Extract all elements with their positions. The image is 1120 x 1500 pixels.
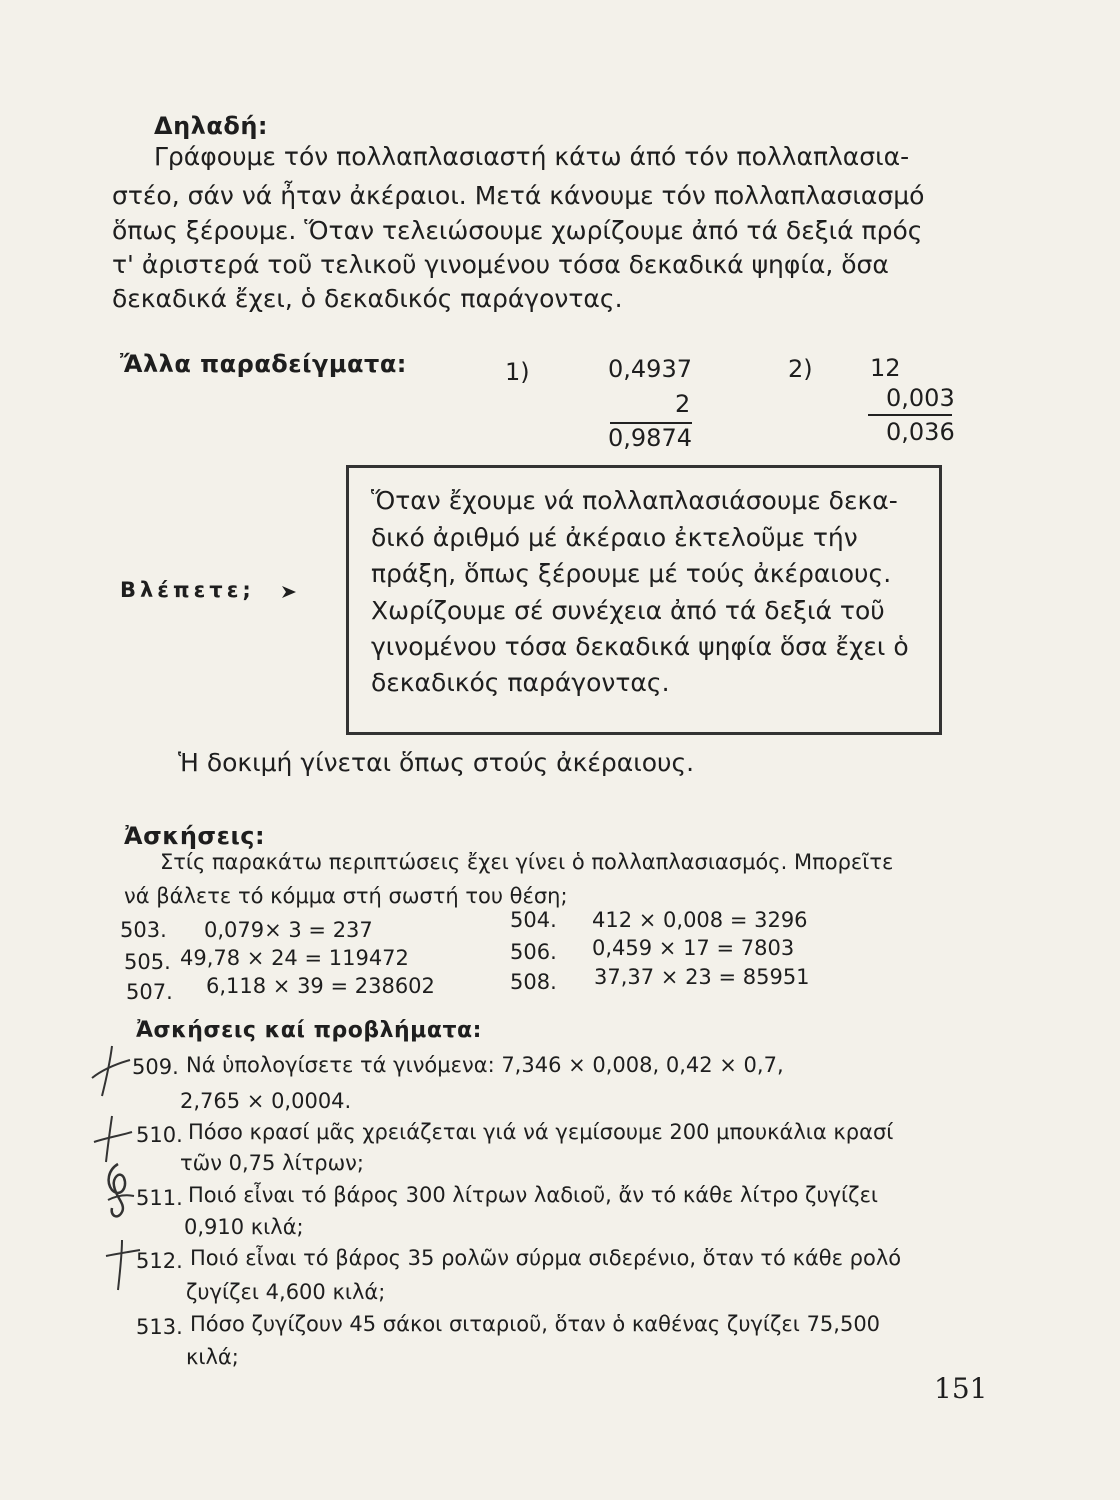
problem-line: Πόσο κρασί μᾶς χρειάζεται γιά νά γεμίσουμε 200 μπουκάλια κρασί: [188, 1120, 894, 1144]
rule-box-line: γινομένου τόσα δεκαδικά ψηφία ὅσα ἔχει ὁ: [371, 632, 909, 661]
examples-heading: Ἄλλα παραδείγματα:: [120, 350, 407, 378]
problem-number: 509.: [132, 1055, 179, 1079]
rule-box-line: Ὅταν ἔχουμε νά πολλαπλασιάσουμε δεκα-: [371, 486, 898, 515]
exercise-expression: 0,079× 3 = 237: [204, 918, 373, 942]
rule-box: [346, 465, 942, 735]
intro-line: τ' ἀριστερά τοῦ τελικοῦ γινομένου τόσα δεκαδικά ψηφία, ὅσα: [112, 250, 889, 279]
rule-box-line: δικό ἀριθμό μέ ἀκέραιο ἐκτελοῦμε τήν: [371, 523, 858, 552]
problem-number: 513.: [136, 1315, 183, 1339]
exercises-intro-line: Στίς παρακάτω περιπτώσεις ἔχει γίνει ὁ πολλαπλασιασμός. Μπορεῖτε: [160, 850, 894, 874]
see-label: [120, 578, 255, 602]
example-1-label: 1): [505, 358, 530, 386]
exercise-number: 506.: [510, 940, 557, 964]
page-number: 151: [934, 1372, 988, 1405]
example-2-label: 2): [788, 355, 813, 383]
rule-box-line: δεκαδικός παράγοντας.: [371, 668, 670, 697]
example-2-product: 0,036: [886, 418, 955, 446]
exercises-intro-line: νά βάλετε τό κόμμα στή σωστή του θέση;: [124, 884, 568, 908]
intro-line: Γράφουμε τόν πολλαπλασιαστή κάτω άπό τόν πολλαπλασια-: [154, 142, 910, 171]
intro-line: στέο, σάν νά ἦταν ἀκέραιοι. Μετά κάνουμε τόν πολλαπλασιασμό: [112, 181, 925, 210]
problem-line: 2,765 × 0,0004.: [180, 1089, 352, 1113]
problem-line: 0,910 κιλά;: [184, 1215, 304, 1239]
check-line: Ἡ δοκιμή γίνεται ὅπως στούς ἀκέραιους.: [178, 748, 695, 777]
intro-line: ὅπως ξέρουμε. Ὅταν τελειώσουμε χωρίζουμε ἀπό τά δεξιά πρός: [112, 216, 923, 245]
pencil-cross-mark-icon: [100, 1236, 144, 1294]
problem-number: 512.: [136, 1249, 183, 1273]
exercise-number: 507.: [126, 980, 173, 1004]
pencil-cross-mark-icon: [84, 1040, 134, 1100]
example-1-multiplicand: 0,4937: [608, 355, 692, 383]
intro-heading: Δηλαδή:: [154, 112, 269, 140]
rule-box-line: Χωρίζουμε σέ συνέχεια ἀπό τά δεξιά τοῦ: [371, 596, 885, 625]
problem-number: 511.: [136, 1186, 183, 1210]
exercise-expression: 412 × 0,008 = 3296: [592, 908, 808, 932]
see-label-text: Βλέπετε;: [120, 578, 255, 602]
example-1-product: 0,9874: [608, 424, 692, 452]
example-2-multiplier: 0,003: [886, 384, 955, 412]
problem-line: Πόσο ζυγίζουν 45 σάκοι σιταριοῦ, ὅταν ὁ καθένας ζυγίζει 75,500: [190, 1312, 881, 1336]
problem-line: Ποιό εἶναι τό βάρος 35 ρολῶν σύρμα σιδερένιο, ὅταν τό κάθε ρολό: [190, 1246, 902, 1270]
problem-line: κιλά;: [186, 1345, 239, 1369]
example-2-multiplicand: 12: [870, 354, 901, 382]
example-2-rule: [868, 414, 952, 416]
intro-line: δεκαδικά ἔχει, ὁ δεκαδικός παράγοντας.: [112, 284, 623, 313]
example-1-multiplier: 2: [675, 390, 691, 418]
exercise-number: 508.: [510, 970, 557, 994]
exercises-heading: Ἀσκήσεις:: [124, 822, 266, 850]
problem-line: ζυγίζει 4,600 κιλά;: [186, 1280, 386, 1304]
exercise-expression: 49,78 × 24 = 119472: [180, 946, 409, 970]
exercise-expression: 0,459 × 17 = 7803: [592, 936, 795, 960]
pencil-scribble-mark-icon: [98, 1160, 142, 1226]
rule-box-line: πράξη, ὅπως ξέρουμε μέ τούς ἀκέραιους.: [371, 559, 892, 588]
problem-line: Νά ὑπολογίσετε τά γινόμενα: 7,346 × 0,008, 0,42 × 0,7,: [186, 1053, 784, 1077]
problems-heading: Ἀσκήσεις καί προβλήματα:: [136, 1018, 482, 1043]
problem-number: 510.: [136, 1123, 183, 1147]
exercise-expression: 37,37 × 23 = 85951: [594, 965, 810, 989]
problem-line: Ποιό εἶναι τό βάρος 300 λίτρων λαδιοῦ, ἄν τό κάθε λίτρο ζυγίζει: [188, 1183, 879, 1207]
exercise-number: 505.: [124, 950, 171, 974]
problem-line: τῶν 0,75 λίτρων;: [180, 1151, 364, 1175]
pointing-arrow-icon: [280, 582, 298, 602]
exercise-expression: 6,118 × 39 = 238602: [206, 974, 435, 998]
exercise-number: 504.: [510, 908, 557, 932]
exercise-number: 503.: [120, 918, 167, 942]
